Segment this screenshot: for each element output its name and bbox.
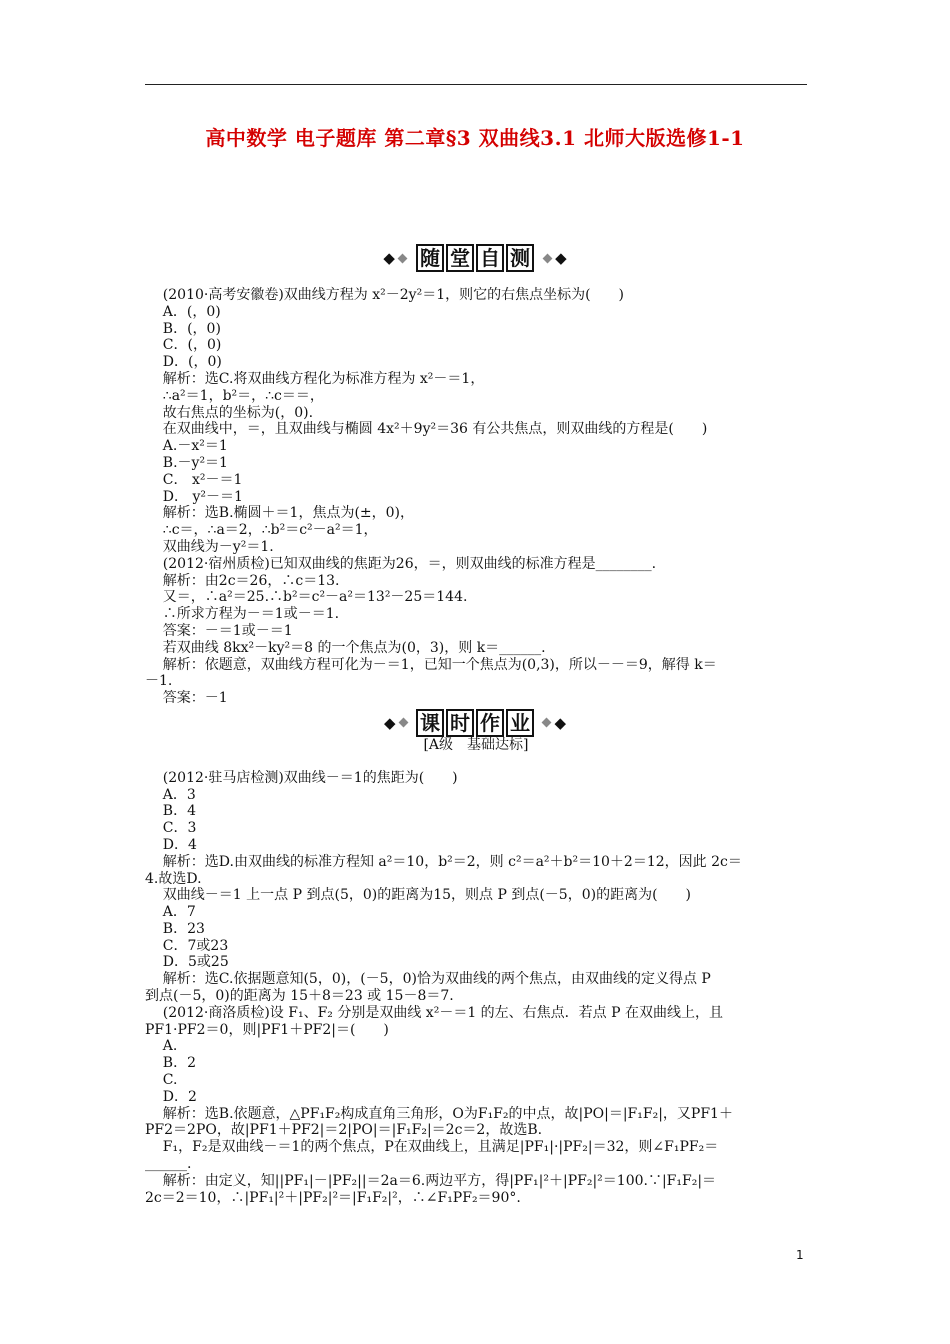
text-line: 解析：由定义，知||PF₁|－|PF₂||＝2a＝6.两边平方，得|PF₁|²＋|PF₂|²＝100.∵|F₁F₂|＝ [145, 1172, 717, 1189]
text-line: 故右焦点的坐标为(，0). [145, 404, 314, 421]
text-line: －1. [145, 673, 173, 690]
text-line: (2012·商洛质检)设 F₁、F₂ 分别是双曲线 x²－＝1 的左、右焦点．若点 P 在双曲线上，且 [145, 1004, 723, 1021]
dot-icon [398, 718, 408, 728]
text-line: C．3 [145, 820, 197, 837]
text-line: PF2＝2PO，故|PF1＋PF2|＝2|PO|＝|F₁F₂|＝2c＝2，故选B. [145, 1122, 543, 1139]
text-line: 解析：选C.依据题意知(5，0)，(－5，0)恰为双曲线的两个焦点，由双曲线的定义得点 P [145, 971, 711, 988]
header-rule [145, 84, 807, 85]
section-2-text [145, 770, 807, 1207]
text-line: ∴a²＝1，b²＝，∴c＝＝， [145, 387, 324, 404]
text-line: 解析：选C.将双曲线方程化为标准方程为 x²－＝1， [145, 370, 485, 387]
text-line: ______. [145, 1156, 192, 1173]
text-line: 双曲线为－y²＝1. [145, 538, 274, 555]
diamond-icon: ◆ [384, 713, 396, 732]
banner-char: 时 [446, 709, 474, 737]
text-line: 解析：依题意，双曲线方程可化为－＝1，已知一个焦点为(0,3)，所以－－＝9，解得 k＝ [145, 656, 717, 673]
banner-char: 随 [416, 244, 444, 272]
text-line: 在双曲线中，＝，且双曲线与椭圆 4x²＋9y²＝36 有公共焦点，则双曲线的方程是( ) [145, 421, 708, 438]
text-line: 解析：选B.依题意，△PF₁F₂构成直角三角形，O为F₁F₂的中点，故|PO|＝|F₁F₂|，又PF1＋ [145, 1105, 733, 1122]
banner-char: 课 [416, 709, 444, 737]
text-line: A.－x²＝1 [145, 438, 228, 455]
text-line: C．7或23 [145, 937, 229, 954]
text-line: 又＝，∴a²＝25.∴b²＝c²－a²＝13²－25＝144. [145, 589, 468, 606]
document-body [145, 287, 807, 1206]
text-line: 解析：由2c＝26，∴c＝13. [145, 572, 340, 589]
page-number: 1 [796, 1248, 804, 1262]
text-line: B．23 [145, 920, 205, 937]
text-line: D．2 [145, 1088, 197, 1105]
text-line: D．(，0) [145, 354, 222, 371]
banner-char: 堂 [446, 244, 474, 272]
text-line: 若双曲线 8kx²－ky²＝8 的一个焦点为(0，3)，则 k＝______. [145, 639, 546, 656]
banner-char: 测 [506, 244, 534, 272]
subheading: [A级 基础达标] [423, 736, 529, 753]
text-line: (2012·驻马店检测)双曲线－＝1的焦距为( ) [145, 769, 458, 786]
text-line: 双曲线－＝1 上一点 P 到点(5，0)的距离为15，则点 P 到点(－5，0)的距离为( ) [145, 887, 692, 904]
text-line: C．(，0) [145, 337, 222, 354]
text-line: D． y²－＝1 [145, 488, 243, 505]
text-line: B．2 [145, 1055, 196, 1072]
text-line: 答案：－1 [145, 690, 228, 707]
text-line: B.－y²＝1 [145, 454, 228, 471]
diamond-icon: ◆ [554, 713, 566, 732]
text-line: (2012·宿州质检)已知双曲线的焦距为26，＝，则双曲线的标准方程是________. [145, 555, 657, 572]
page-title: 高中数学 电子题库 第二章§3 双曲线3.1 北师大版选修1-1 [205, 126, 745, 150]
text-line: A. [145, 1038, 178, 1055]
text-line: 解析：选B.椭圆＋＝1，焦点为(±，0)， [145, 505, 415, 522]
text-line: ∴所求方程为－＝1或－＝1. [145, 606, 340, 623]
text-line: A．7 [145, 904, 196, 921]
banner-char: 作 [476, 709, 504, 737]
diamond-icon: ◆ [555, 249, 567, 267]
text-line: (2010·高考安徽卷)双曲线方程为 x²－2y²＝1，则它的右焦点坐标为( ) [145, 287, 625, 303]
text-line: C． x²－＝1 [145, 471, 243, 488]
diamond-icon: ◆ [383, 249, 395, 267]
banner-char: 业 [506, 709, 534, 737]
section-1-text [145, 287, 807, 707]
text-line: D．5或25 [145, 954, 229, 971]
text-line: 2c＝2＝10，∴|PF₁|²＋|PF₂|²＝|F₁F₂|²，∴∠F₁PF₂＝90°. [145, 1189, 521, 1206]
text-line: B．4 [145, 803, 196, 820]
text-line: B．(，0) [145, 320, 221, 337]
text-line: 到点(－5，0)的距离为 15＋8＝23 或 15－8＝7. [145, 988, 454, 1005]
text-line: D．4 [145, 836, 197, 853]
section-banner-2 [0, 709, 950, 735]
text-line: 解析：选D.由双曲线的标准方程知 a²＝10，b²＝2，则 c²＝a²＋b²＝10＋2＝12，因此 2c＝ [145, 853, 742, 870]
text-line: C. [145, 1072, 178, 1089]
section-banner-1 [0, 244, 950, 272]
dot-icon [542, 718, 552, 728]
dot-icon [543, 253, 553, 263]
text-line: 答案：－＝1或－＝1 [145, 622, 293, 639]
text-line: A．3 [145, 786, 196, 803]
text-line: A．(，0) [145, 303, 221, 320]
text-line: ∴c＝，∴a＝2，∴b²＝c²－a²＝1， [145, 522, 378, 539]
banner-char: 自 [476, 244, 504, 272]
dot-icon [397, 253, 407, 263]
text-line: PF1·PF2＝0，则|PF1＋PF2|＝( ) [145, 1021, 389, 1038]
text-line: 4.故选D. [145, 870, 202, 887]
text-line: F₁，F₂是双曲线－＝1的两个焦点，P在双曲线上，且满足|PF₁|·|PF₂|＝32，则∠F₁PF₂＝ [145, 1139, 719, 1156]
